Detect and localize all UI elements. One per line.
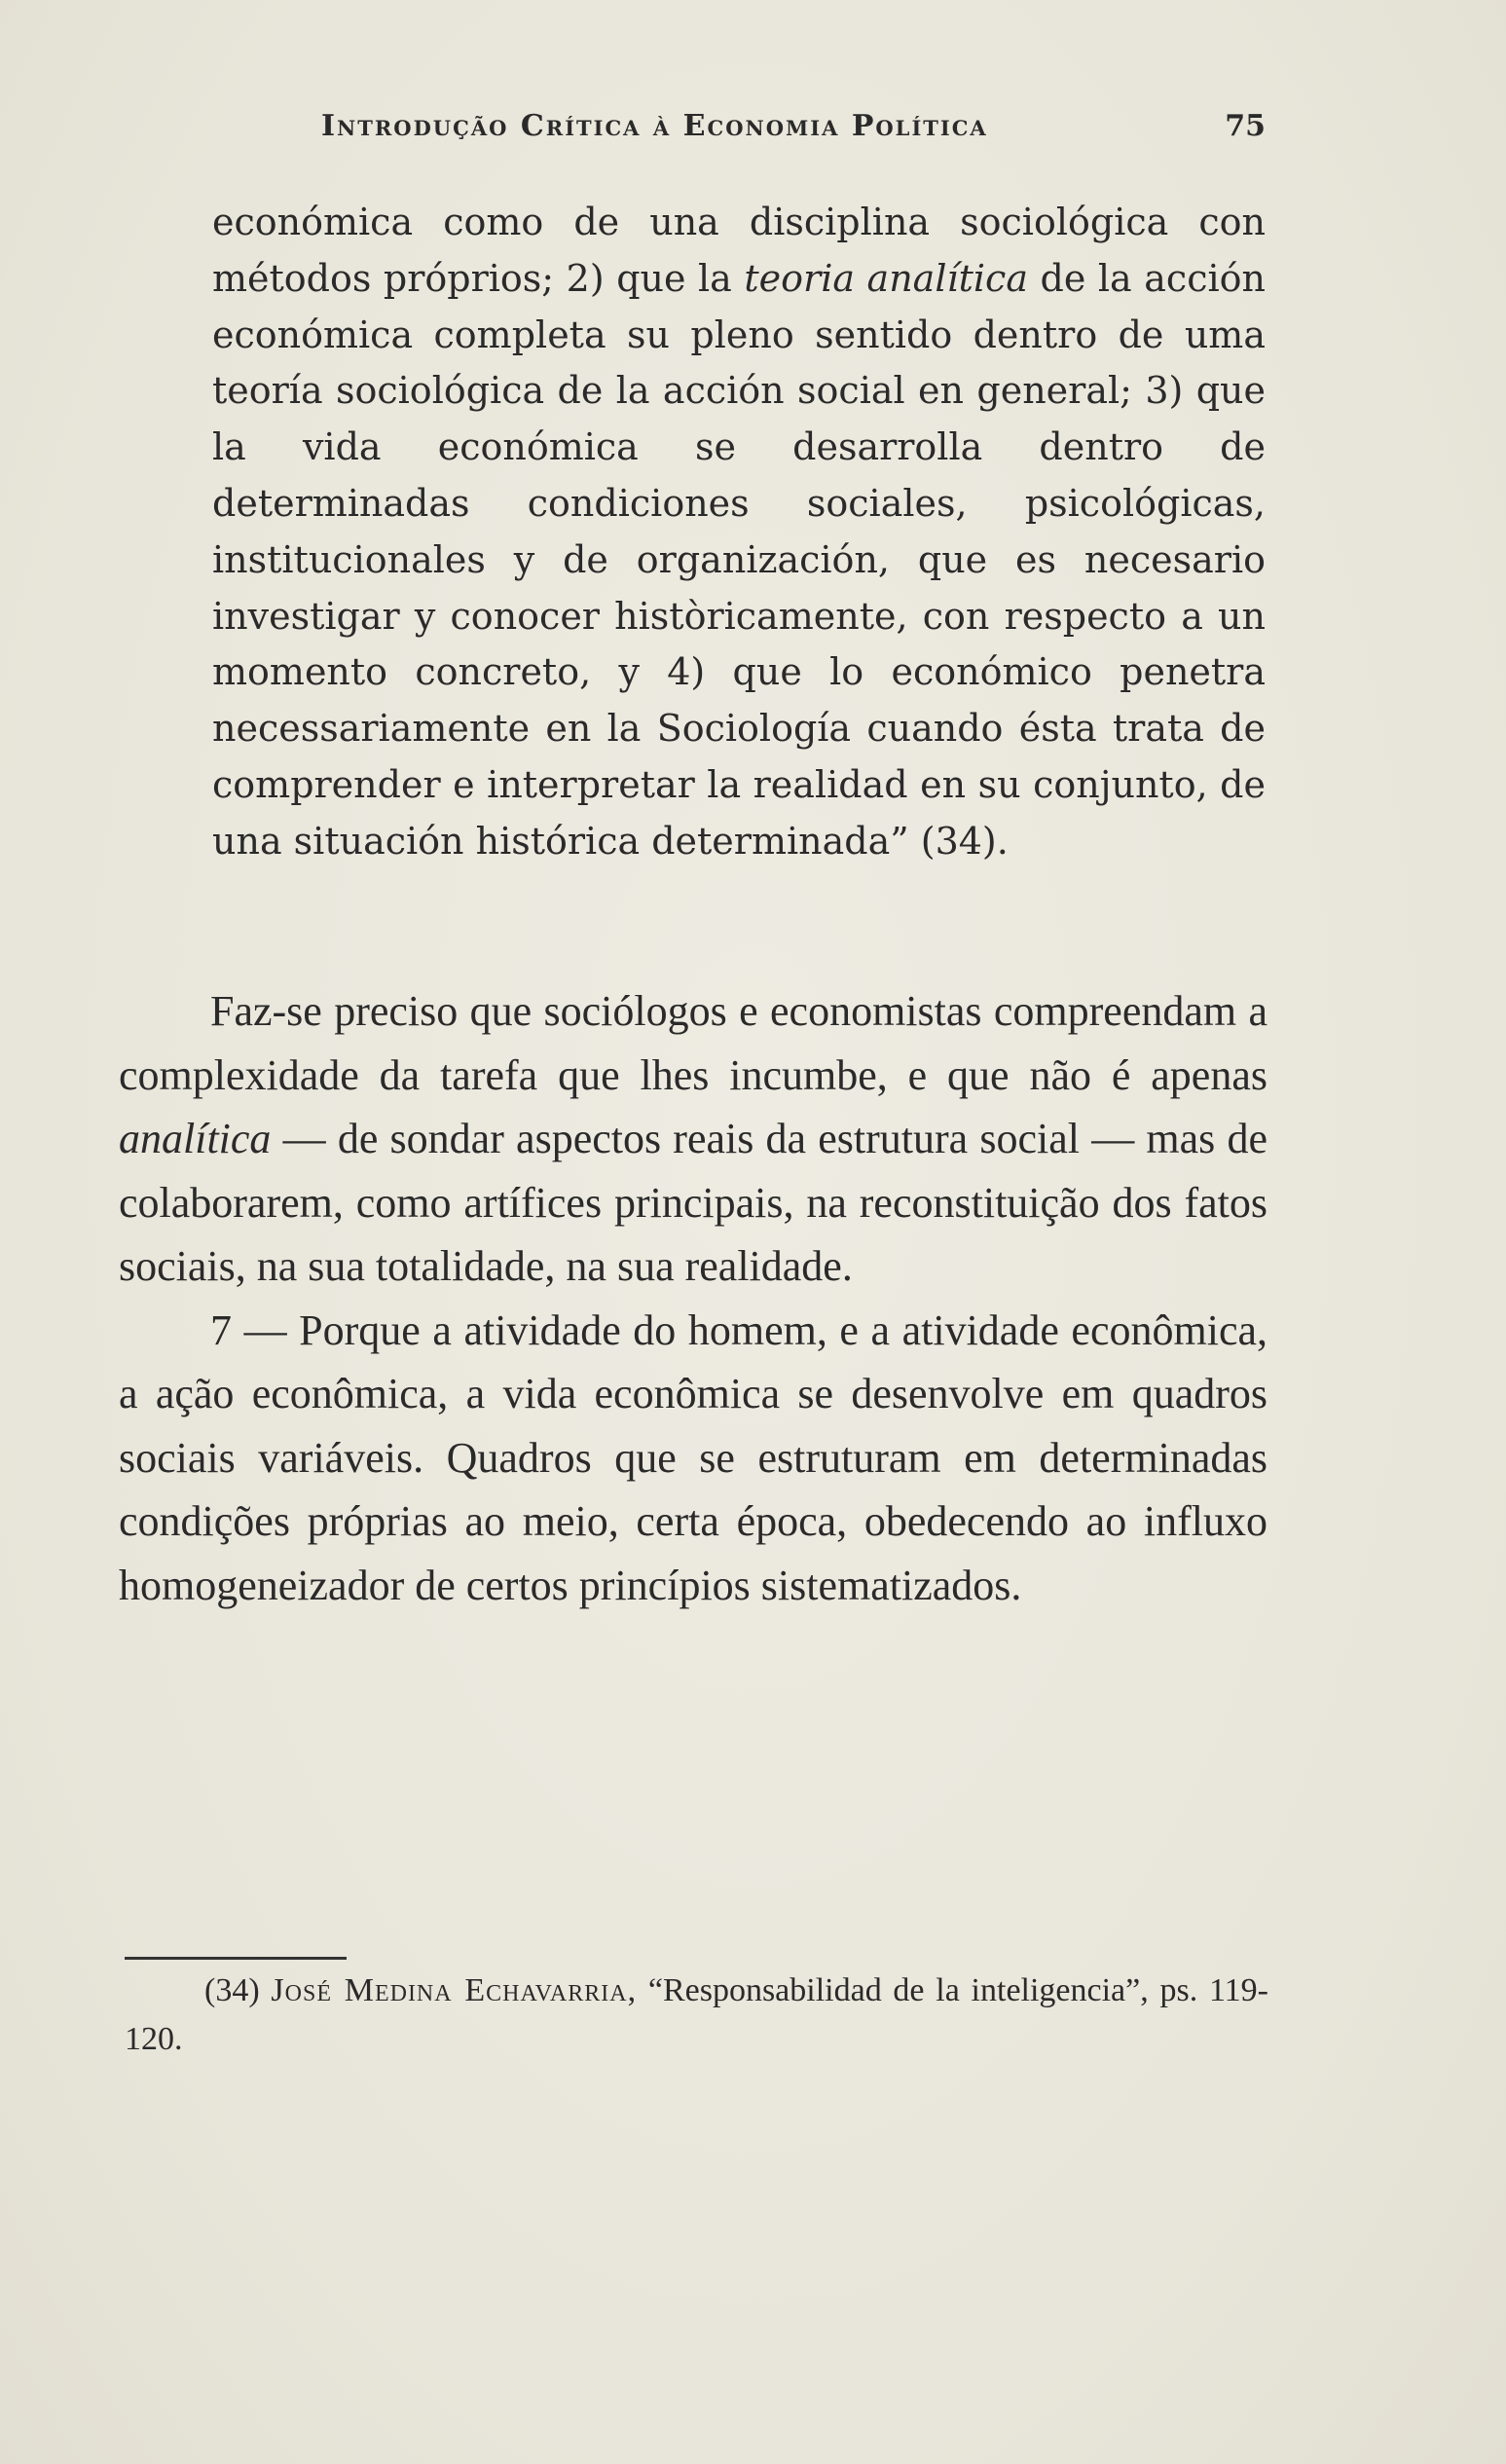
footnote-text: “Responsabilidad de la inteligencia”, ps. 119-120. — [125, 1972, 1269, 2057]
paragraph-1-before: Faz-se preciso que sociólogos e economistas compreendam a complexidade da tarefa que lhes incumbe, e que não é apenas — [119, 987, 1267, 1099]
footnote-author: José Medina Echavarria, — [271, 1972, 638, 2008]
footnote-paragraph — [125, 1967, 1268, 2064]
footnote-number: (34) — [204, 1972, 260, 2008]
quote-text-after: de la acción económica completa su pleno sentido dentro de uma teoría sociológica de la acción social en general; 3) que la vida económica se desarrolla dentro de determinadas condiciones sociales, psicológicas, institucionales y de organización, que es necesario investigar y conocer històricamente, con respecto a un momento concreto, y 4) que lo económico penetra necessariamente en la Sociología cuando ésta trata de comprender e interpretar la realidad en su conjunto, de una situación histórica determinada” (34). — [212, 256, 1266, 863]
footnote — [125, 1967, 1268, 2064]
running-title: Introdução Crítica à Economia Política — [321, 109, 988, 143]
paragraph-1-after: — de sondar aspectos reais da estrutura social — mas de colaborarem, como artífices principais, na reconstituição dos fatos sociais, na sua totalidade, na sua realidade. — [119, 1115, 1267, 1290]
paragraph-1-emphasis: analítica — [119, 1115, 272, 1162]
running-head — [321, 109, 1266, 143]
block-quote — [212, 195, 1266, 870]
page-number: 75 — [1225, 109, 1266, 143]
paragraph-1 — [119, 979, 1267, 1299]
quote-text-before: económica como de una disciplina sociológica con métodos próprios; 2) que la — [212, 201, 1266, 300]
footnote-divider — [125, 1957, 347, 1960]
body-text — [119, 979, 1267, 1617]
quote-emphasis: teoria analítica — [744, 256, 1028, 300]
quote-paragraph — [212, 195, 1266, 870]
paragraph-2: 7 — Porque a atividade do homem, e a atividade econômica, a ação econômica, a vida econômica se desenvolve em quadros sociais variáveis. Quadros que se estruturam em determinadas condições próprias ao meio, certa época, obedecendo ao influxo homogeneizador de certos princípios sistematizados. — [119, 1306, 1267, 1609]
